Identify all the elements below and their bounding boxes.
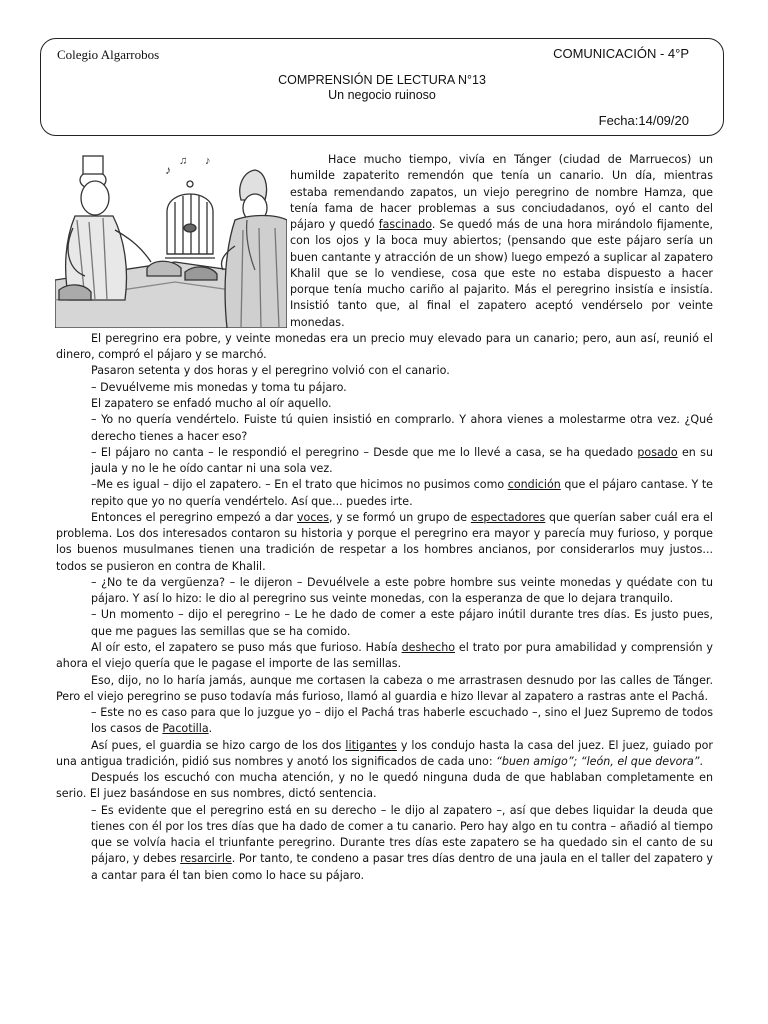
paragraph	[56, 510, 713, 575]
school-name: Colegio Algarrobos	[57, 47, 160, 62]
vocab-word: deshecho	[401, 640, 456, 654]
text-run: – Este no es caso para que lo juzgue yo – dijo el Pachá tras haberle escuchado –, sino el Juez Supremo de todos los casos de	[91, 706, 713, 736]
dialogue-line	[56, 477, 713, 510]
text-run: que querían saber cuál era el problema. Los dos interesados contaron su historia y porque el peregrino era mayor y parecía muy furioso, y porque los buenos musulmanes tienen una tradición de respetar a los hombres ancianos, por considerarlos muy justos... todos se pusieron en contra de Khalil.	[56, 510, 713, 573]
paragraph: El peregrino era pobre, y veinte monedas era un precio muy elevado para un canario; pero, aun así, reunió el dinero, compró el pájaro y se marchó.	[56, 331, 713, 362]
svg-text:♪: ♪	[205, 155, 211, 167]
text-run: . Se quedó más de una hora mirándolo fijamente, con los ojos y la boca muy abiertos; (pensando que este pájaro sería un buen cantante y atracción de un show) luego empezó a suplicar al zapatero Khalil que se lo vendiese, cosa que este no estaba dispuesto a hacer porque tenía mucho cariño al pajarito. Más el peregrino insistía e insistía. Insistió tanto que, al final el zapatero aceptó vendérselo por veinte monedas.	[290, 218, 713, 329]
text-run: y los condujo hasta la casa del juez. El juez, guiado por una antigua tradición, pidió sus nombres y anotó los significados de cada uno:	[56, 738, 713, 768]
vocab-word: espectadores	[470, 510, 546, 524]
paragraph: Pasaron setenta y dos horas y el peregrino volvió con el canario.	[91, 364, 450, 378]
dialogue-line	[56, 705, 713, 738]
story-text	[56, 152, 713, 884]
italic-quote: “buen amigo”; “león, el que devora”	[496, 754, 700, 768]
paragraph	[56, 738, 713, 771]
svg-text:♫: ♫	[179, 155, 188, 167]
text-run: – El pájaro no canta – le respondió el peregrino – Desde que me lo llevé a casa, se ha quedado	[91, 445, 638, 459]
story-title: Un negocio ruinoso	[328, 88, 436, 102]
text-run: .	[208, 722, 213, 736]
dialogue-line: – Devuélveme mis monedas y toma tu pájaro.	[91, 380, 347, 394]
vocab-word: condición	[507, 478, 561, 492]
vocab-word: litigantes	[345, 738, 397, 752]
date-label: Fecha:14/09/20	[598, 113, 689, 128]
subject-label: COMUNICACIÓN - 4°P	[553, 46, 689, 61]
header-box	[40, 38, 724, 136]
dialogue-line: – Yo no quería vendértelo. Fuiste tú quien insistió en comprarlo. Y ahora vienes a molestarme otra vez. ¿Qué derecho tienes a hacer eso?	[91, 413, 713, 443]
text-run: en su jaula y no le he oído cantar ni una sola vez.	[91, 445, 713, 476]
vocab-word: resarcirle	[180, 852, 232, 866]
paragraph: El zapatero se enfadó mucho al oír aquello.	[91, 396, 332, 410]
dialogue-line: – Un momento – dijo el peregrino – Le he dado de comer a este pájaro inútil durante tres días. Es justo pues, que me pagues las semillas que se ha comido.	[91, 608, 713, 638]
paragraph: Después los escuchó con mucha atención, y no le quedó ninguna duda de que hablaban completamente en serio. El juez basándose en sus nombres, dictó sentencia.	[56, 771, 713, 801]
text-run: Hace mucho tiempo, vivía en Tánger (ciudad de Marruecos) un humilde zapaterito remendón que tenía un canario. Un día, mientras estaba remendando zapatos, un viejo peregrino de nombre Hamza, que tenía fama de hacer problemas a sus conciudadanos, oyó el canto del pájaro y quedó	[290, 153, 713, 232]
paragraph: Eso, dijo, no lo haría jamás, aunque me cortasen la cabeza o me arrastrasen desnudo por las calles de Tánger. Pero el viejo peregrino se puso todavía más furioso, llamó al guardia e hizo llevar al zapatero a rastras ante el Pachá.	[56, 673, 713, 703]
paragraph	[290, 152, 713, 331]
svg-text:♪: ♪	[165, 163, 171, 177]
text-run: el trato por pura amabilidad y comprensión y ahora el viejo quería que le pagase el importe de las semillas.	[56, 640, 713, 671]
text-run: que el pájaro cantase. Y te repito que yo no quería vendértelo. Así que... puedes irte.	[91, 478, 714, 508]
dialogue-line: – ¿No te da vergüenza? – le dijeron – Devuélvele a este pobre hombre sus veinte monedas y quédate con tu pájaro. Y así lo hizo: le dio al peregrino sus veinte monedas, con la esperanza de que lo dejara tranquilo.	[91, 575, 713, 606]
vocab-word: posado	[637, 445, 678, 459]
text-run: – Es evidente que el peregrino está en su derecho – le dijo al zapatero –, así que debes liquidar la deuda que tienes con él por los tres días que ha dado de comer a tu canario. Pero hay algo en tu contra – añadió al tiempo que se volvía hacia el triunfante peregrino. Durante tres días este zapatero se ha quedado sin el canto de su pájaro, y debes	[91, 803, 713, 866]
dialogue-line	[56, 803, 713, 884]
vocab-word: Pacotilla	[162, 722, 209, 736]
dialogue-line	[56, 445, 713, 478]
title-line: COMPRENSIÓN DE LECTURA N°13	[278, 73, 486, 87]
text-run: . Por tanto, te condeno a pasar tres días dentro de una jaula en el taller del zapatero y a cantar para él tan bien como lo hace su pájaro.	[91, 852, 713, 882]
worksheet-title	[41, 73, 723, 103]
text-run: Al oír esto, el zapatero se puso más que furioso. Había	[91, 640, 402, 654]
text-run: , y se formó un grupo de	[329, 510, 471, 524]
vocab-word: fascinado	[378, 218, 432, 232]
text-run: .	[699, 754, 704, 768]
text-run: Así pues, el guardia se hizo cargo de los dos	[91, 738, 346, 752]
text-run: –Me es igual – dijo el zapatero. – En el trato que hicimos no pusimos como	[91, 478, 508, 492]
vocab-word: voces	[296, 510, 330, 524]
text-run: Entonces el peregrino empezó a dar	[91, 510, 297, 524]
paragraph	[56, 640, 713, 673]
